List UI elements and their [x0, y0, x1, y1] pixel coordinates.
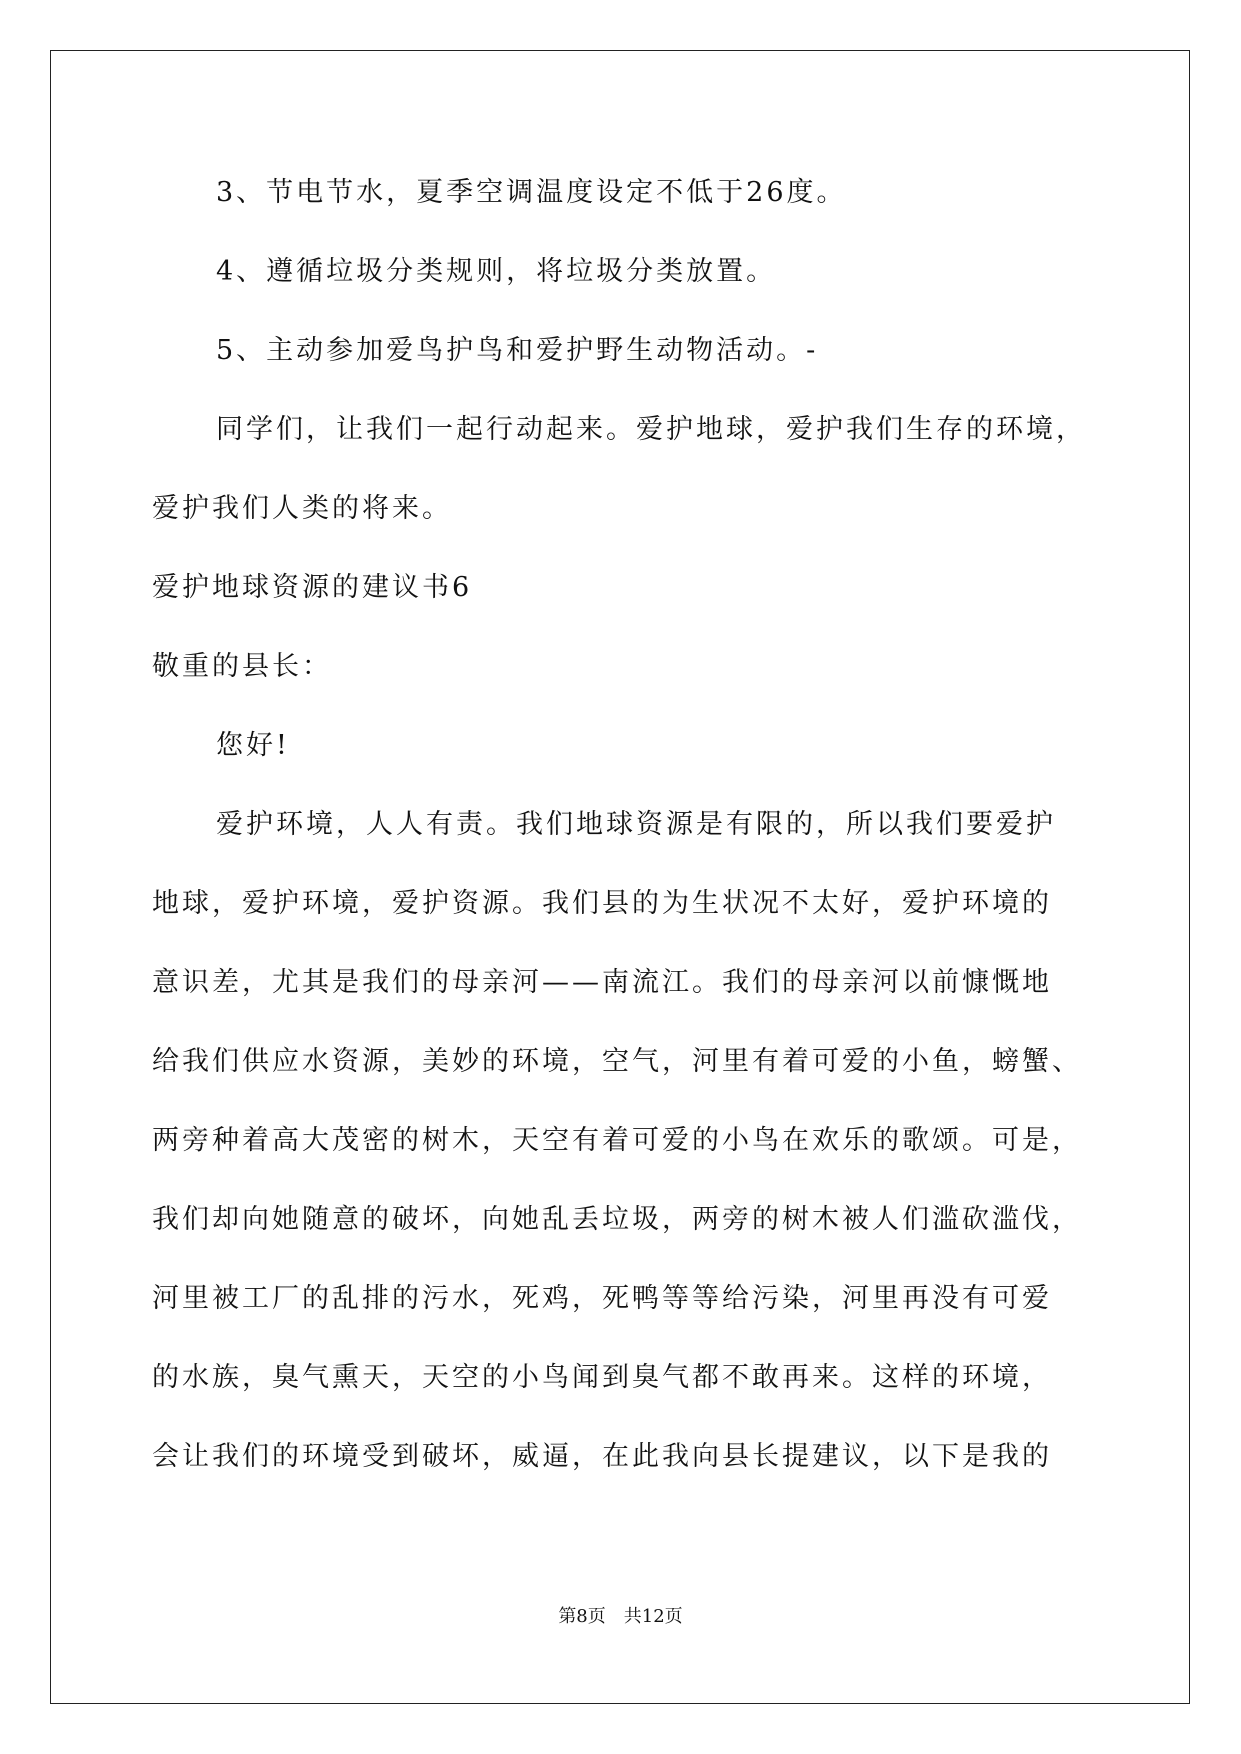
- page-number-footer: 第8页 共12页: [558, 1606, 683, 1627]
- paragraph-line: 地球，爱护环境，爱护资源。我们县的为生状况不太好，爱护环境的: [152, 888, 1052, 919]
- paragraph-line: 爱护环境，人人有责。我们地球资源是有限的，所以我们要爱护: [216, 809, 1056, 840]
- paragraph-line: 会让我们的环境受到破坏，威逼，在此我向县长提建议，以下是我的: [152, 1441, 1052, 1472]
- salutation: 敬重的县长：: [152, 651, 332, 682]
- paragraph-line: 两旁种着高大茂密的树木，天空有着可爱的小鸟在欢乐的歌颂。可是，: [152, 1125, 1082, 1156]
- paragraph-line: 同学们，让我们一起行动起来。爱护地球，爱护我们生存的环境，: [216, 414, 1086, 445]
- paragraph-line: 的水族，臭气熏天，天空的小鸟闻到臭气都不敢再来。这样的环境，: [152, 1362, 1052, 1393]
- list-item-5: 5、主动参加爱鸟护鸟和爱护野生动物活动。-: [216, 335, 819, 366]
- paragraph-line: 意识差，尤其是我们的母亲河——南流江。我们的母亲河以前慷慨地: [152, 967, 1052, 998]
- paragraph-line: 爱护我们人类的将来。: [152, 493, 452, 524]
- paragraph-line: 河里被工厂的乱排的污水，死鸡，死鸭等等给污染，河里再没有可爱: [152, 1283, 1052, 1314]
- greeting: 您好!: [216, 730, 290, 761]
- list-item-4: 4、遵循垃圾分类规则，将垃圾分类放置。: [216, 256, 777, 287]
- section-title: 爱护地球资源的建议书6: [152, 572, 473, 603]
- paragraph-line: 给我们供应水资源，美妙的环境，空气，河里有着可爱的小鱼，螃蟹、: [152, 1046, 1082, 1077]
- list-item-3: 3、节电节水，夏季空调温度设定不低于26度。: [216, 177, 847, 208]
- paragraph-line: 我们却向她随意的破坏，向她乱丢垃圾，两旁的树木被人们滥砍滥伐，: [152, 1204, 1082, 1235]
